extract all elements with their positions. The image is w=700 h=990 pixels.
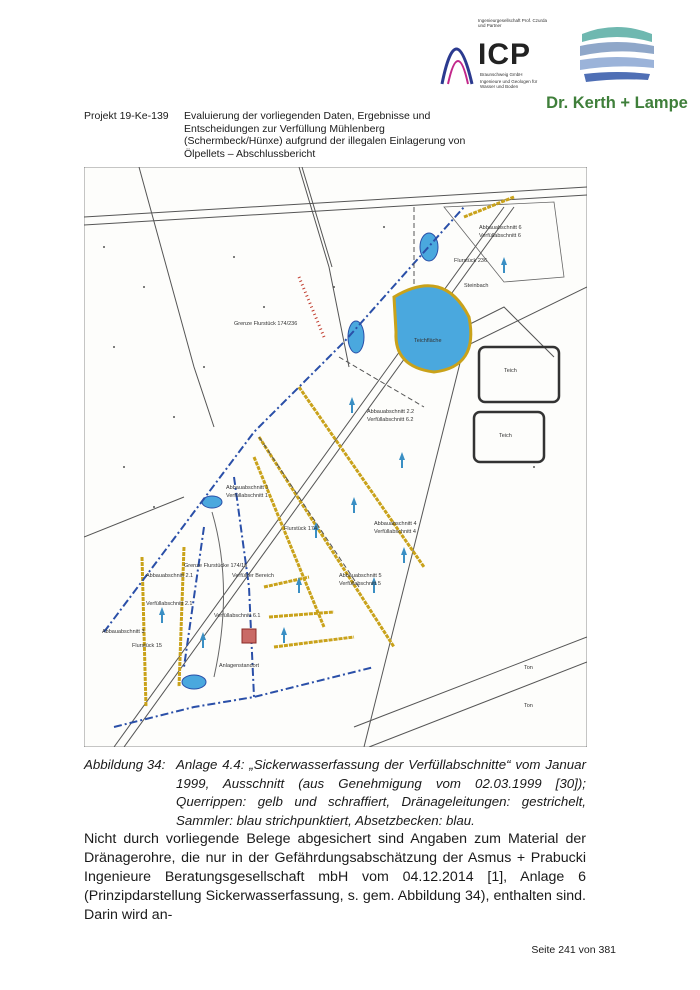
label-steinbach: Steinbach (464, 283, 489, 289)
icp-logo-bottom: Ingenieure und Geologen für Wasser und Boden (480, 79, 538, 89)
label-grenze-174-236: Grenze Flurstück 174/236 (234, 321, 298, 327)
kerth-lampe-mark-icon (544, 14, 690, 94)
label-verf1: Verfüllabschnitt 1 (226, 493, 268, 499)
icp-logo-name: ICP (478, 38, 532, 71)
label-ton-2: Ton (524, 703, 533, 709)
kerth-lampe-name: Dr. Kerth + Lampe (546, 94, 688, 112)
label-grenze-174-15: Grenze Flurstücke 174/15 (184, 563, 248, 569)
label-ton-1: Ton (524, 665, 533, 671)
label-abb21: Abbauabschnitt 2.1 (146, 573, 194, 579)
label-teich-1: Teich (504, 368, 517, 374)
label-verf62: Verfüllabschnitt 6.2 (367, 417, 414, 423)
label-teichflaeche: Teichfläche (414, 338, 442, 344)
label-abb5: Abbauabschnitt 5 (339, 573, 382, 579)
page-number: Seite 241 von 381 (531, 944, 616, 956)
page-header (0, 0, 700, 160)
project-title: Evaluierung der vorliegenden Daten, Ergebnisse und Entscheidungen zur Verfüllung Mühlenberg (Schermbeck/Hünxe) aufgrund der illegalen Einlagerung von Ölpellets – Abschlussbericht (184, 110, 466, 160)
label-verf5: Verfüllabschnitt 5 (339, 581, 381, 587)
icp-logo-tagline: Ingenieurgesellschaft Prof. Czurda und Partner (478, 18, 548, 28)
label-abb1: Abbauabschnitt 1 (226, 485, 269, 491)
label-verf21: Verfüllabschnitt 2.1 (146, 601, 193, 607)
label-verf4: Verfüllabschnitt 4 (374, 529, 416, 535)
caption-text: Anlage 4.4: „Sickerwasserfassung der Verfüllabschnitte“ vom Januar 1999, Ausschnitt (aus Genehmigung vom 02.03.1999 [30]); Querrippen: gelb und schraffiert, Dränageleitungen: gestrichelt, Sammler: blau strichpunktiert, Absetzbecken: blau. (176, 757, 586, 828)
label-teich-2: Teich (499, 433, 512, 439)
anlagen-marker (242, 629, 256, 643)
site-map-figure (84, 167, 587, 747)
label-abb22: Abbauabschnitt 2.2 (367, 409, 415, 415)
label-abb4: Abbauabschnitt 4 (374, 521, 417, 527)
label-verf61: Verfüllabschnitt 6.1 (214, 613, 261, 619)
label-verf-bereich: Verfüllter Bereich (232, 573, 274, 579)
label-anlagen: Anlagenstandort (219, 663, 260, 669)
body-paragraph: Nicht durch vorliegende Belege abgesichert sind Angaben zum Material der Dränagerohre, die nur in der Gefährdungsabschätzung der Asmus + Prabucki Ingenieure Beratungsgesellschaft mbH vom 04.12.2014 [1], Anlage 6 (Prinzipdarstellung Sickerwasserfassung, s. gem. Abbildung 34), enthalten sind. Darin wird an- (84, 831, 586, 923)
icp-arc-icon (438, 18, 478, 88)
icp-logo (438, 18, 548, 88)
label-abb3: Abbauabschnitt 3 (102, 629, 145, 635)
site-map (84, 167, 587, 747)
label-flst15: Flurstück 15 (132, 643, 162, 649)
label-flst174: Flurstück 174 (284, 526, 318, 532)
label-verf6: Verfüllabschnitt 6 (479, 233, 521, 239)
icp-logo-sub: Braunschweig GmbH (480, 72, 523, 77)
project-number: Projekt 19-Ke-139 (84, 110, 169, 122)
label-abb6: Abbauabschnitt 6 (479, 225, 522, 231)
kerth-lampe-logo (544, 14, 690, 114)
caption-label: Abbildung 34: (84, 757, 166, 772)
label-flurstueck-236: Flurstück 236 (454, 258, 488, 264)
